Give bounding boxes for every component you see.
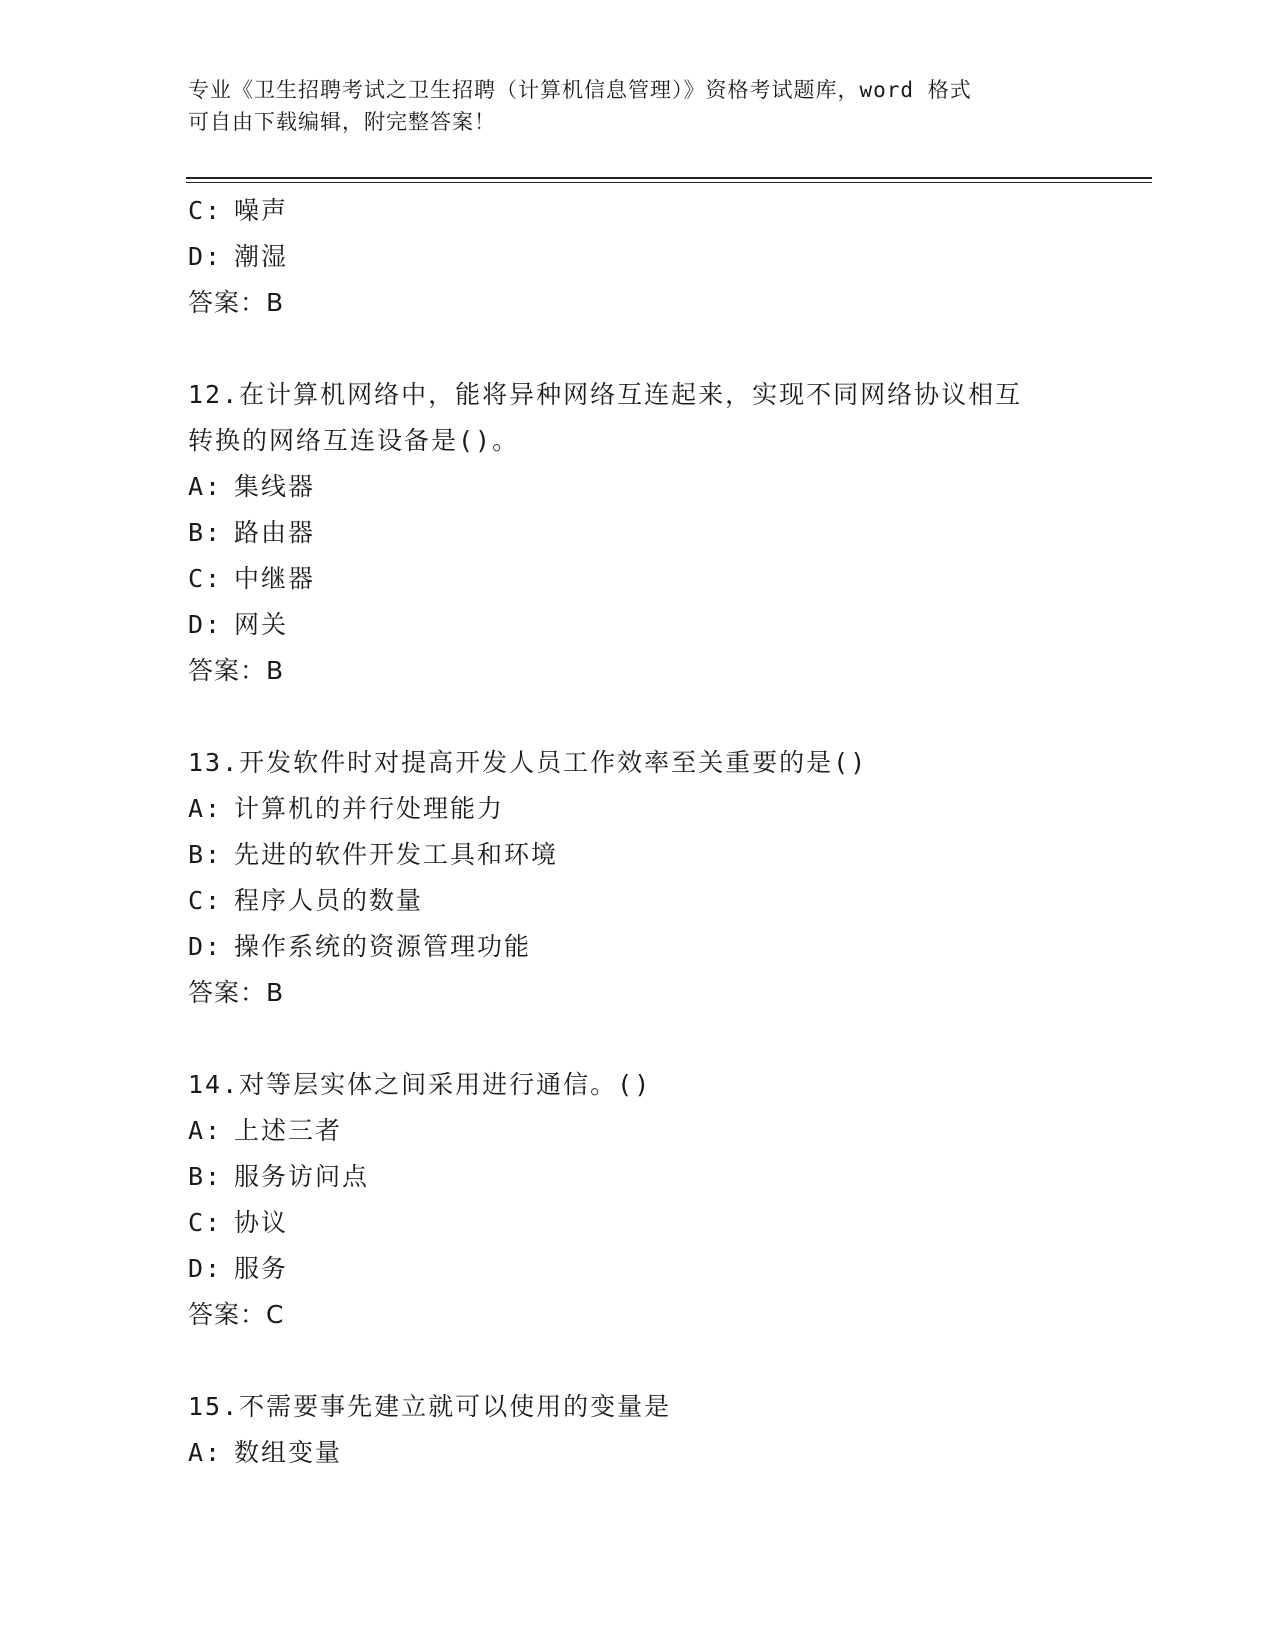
question-14 <box>188 1062 1088 1338</box>
option-c: C: 中继器 <box>188 564 316 593</box>
question-title-line-1: 15.不需要事先建立就可以使用的变量是 <box>188 1392 672 1421</box>
question-13 <box>188 740 1088 1016</box>
option-c: C: 噪声 <box>188 196 289 225</box>
answer: 答案：B <box>188 656 285 685</box>
question-12 <box>188 372 1088 694</box>
option-b: B: 先进的软件开发工具和环境 <box>188 840 559 869</box>
question-15 <box>188 1384 1088 1476</box>
question-title-line-1: 14.对等层实体之间采用进行通信。() <box>188 1070 652 1099</box>
option-a: A: 集线器 <box>188 472 316 501</box>
answer: 答案：B <box>188 288 285 317</box>
question-title-line-1: 12.在计算机网络中，能将异种网络互连起来，实现不同网络协议相互 <box>188 380 1023 409</box>
partial-question <box>188 188 1088 326</box>
option-a: A: 数组变量 <box>188 1438 343 1467</box>
question-title-line-2: 转换的网络互连设备是()。 <box>188 426 520 455</box>
question-title-line-1: 13.开发软件时对提高开发人员工作效率至关重要的是() <box>188 748 868 777</box>
option-b: B: 服务访问点 <box>188 1162 370 1191</box>
header-line-1: 专业《卫生招聘考试之卫生招聘（计算机信息管理）》资格考试题库，word 格式 <box>188 78 972 102</box>
header-divider-thin <box>186 182 1152 183</box>
option-d: D: 操作系统的资源管理功能 <box>188 932 532 961</box>
option-b: B: 路由器 <box>188 518 316 547</box>
option-a: A: 计算机的并行处理能力 <box>188 794 505 823</box>
header-line-2: 可自由下载编辑，附完整答案！ <box>188 110 496 134</box>
option-c: C: 协议 <box>188 1208 289 1237</box>
answer: 答案：B <box>188 978 285 1007</box>
question-list <box>188 188 1088 1476</box>
option-d: D: 网关 <box>188 610 289 639</box>
option-c: C: 程序人员的数量 <box>188 886 424 915</box>
document-header <box>188 74 1068 138</box>
header-divider-thick <box>186 177 1152 179</box>
answer: 答案：C <box>188 1300 285 1329</box>
option-d: D: 服务 <box>188 1254 289 1283</box>
option-d: D: 潮湿 <box>188 242 289 271</box>
option-a: A: 上述三者 <box>188 1116 343 1145</box>
